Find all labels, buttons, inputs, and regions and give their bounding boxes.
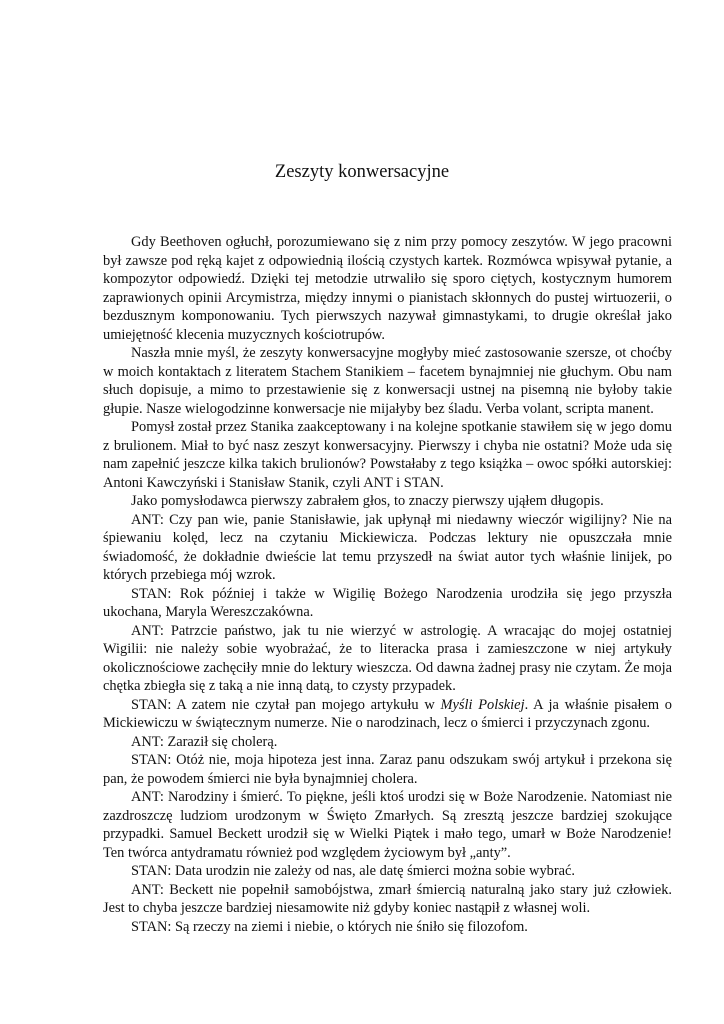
- publication-title: Myśli Polskiej: [440, 696, 525, 713]
- paragraph: STAN: Otóż nie, moja hipoteza jest inna. Zaraz panu odszukam swój artykuł i przekona się pan, że powodem śmierci nie była bynajmniej cholera.: [103, 752, 672, 787]
- paragraph: STAN: Rok później i także w Wigilię Bożego Narodzenia urodziła się jego przyszła ukochana, Maryla Wereszczakówna.: [103, 585, 672, 620]
- paragraph: Pomysł został przez Stanika zaakceptowany i na kolejne spotkanie stawiłem się w jego domu z brulionem. Miał to być nasz zeszyt konwersacyjny. Pierwszy i chyba nie ostatni? Może uda się nam zapełnić jeszcze kilka takich brulionów? Powstałaby z tego książka – owoc spółki autorskiej: Antoni Kawczyński i Stanisław Stanik, czyli ANT i STAN.: [103, 419, 672, 491]
- paragraph: Naszła mnie myśl, że zeszyty konwersacyjne mogłyby mieć zastosowanie szersze, ot choćby w moich kontaktach z literatem Stachem Stanikiem – facetem bynajmniej nie głuchym. Obu nam słuch dopisuje, a mimo to przestawienie się z konwersacji ustnej na pisemną nie byłoby takie głupie. Nasze wielogodzinne konwersacje nie mijałyby bez śladu. Verba volant, scripta manent.: [103, 345, 672, 417]
- paragraph: ANT: Zaraził się cholerą.: [131, 733, 278, 750]
- paragraph: Gdy Beethoven ogłuchł, porozumiewano się z nim przy pomocy zeszytów. W jego pracowni był zawsze pod ręką kajet z odpowiednią ilością czystych kartek. Rozmówca wpisywał pytanie, a kompozytor odpowiedź. Dzięki tej metodzie utrwaliło się sporo ciętych, kostycznym humorem zaprawionych opinii Arcymistrza, między innymi o pianistach skłonnych do pustej wirtuozerii, o bezdusznym komponowaniu. Tych pierwszych nazywał gimnastykami, to drugie określał jako umiejętność klecenia muzycznych kościotrupów.: [103, 234, 672, 343]
- paragraph: ANT: Beckett nie popełnił samobójstwa, zmarł śmiercią naturalną jako stary już człowiek. Jest to chyba jeszcze bardziej niesamowite niż gdyby koniec nastąpił z własnej woli.: [103, 881, 672, 916]
- paragraph: ANT: Patrzcie państwo, jak tu nie wierzyć w astrologię. A wracając do mojej ostatniej Wigilii: nie należy sobie wyobrażać, że to literacka prasa i zamieszczone w niej artykuły okolicznościowe zachęciły mnie do lektury wieszcza. Od dawna żadnej prasy nie czytam. Że moja chętka zbiegła się z taką a nie inną datą, to czysty przypadek.: [103, 622, 672, 694]
- document-title: Zeszyty konwersacyjne: [274, 162, 450, 182]
- paragraph-text-after: . A ja właśnie pisałem o Mickiewiczu w świątecznym numerze. Nie o narodzinach, lecz o śmierci i przyczynach zgonu.: [103, 696, 672, 731]
- paragraph: ANT: Czy pan wie, panie Stanisławie, jak upłynął mi niedawny wieczór wigilijny? Nie na śpiewaniu kolęd, lecz na czytaniu Mickiewicza. Podczas lektury nie opuszczała mnie świadomość, że dokładnie dwieście lat temu przyszedł na świat autor tych właśnie linijek, po których przebiega mój wzrok.: [103, 511, 672, 583]
- paragraph: STAN: Data urodzin nie zależy od nas, ale datę śmierci można sobie wybrać.: [131, 863, 575, 879]
- paragraph-text-before: STAN: A zatem nie czytał pan mojego artykułu w: [131, 696, 441, 713]
- paragraph: ANT: Narodziny i śmierć. To piękne, jeśli ktoś urodzi się w Boże Narodzenie. Natomiast nie zazdroszczę ludziom urodzonym w Święto Zmarłych. Są zresztą jeszcze bardziej szokujące przypadki. Samuel Beckett urodził się w Wielki Piątek i mało tego, umarł w Boże Narodzenie! Ten twórca antydramatu również pod względem życiowym był „anty”.: [103, 789, 672, 861]
- document-body: [103, 233, 672, 936]
- paragraph: [103, 696, 672, 733]
- paragraph: STAN: Są rzeczy na ziemi i niebie, o których nie śniło się filozofom.: [131, 918, 528, 935]
- paragraph: Jako pomysłodawca pierwszy zabrałem głos, to znaczy pierwszy ująłem długopis.: [131, 493, 604, 509]
